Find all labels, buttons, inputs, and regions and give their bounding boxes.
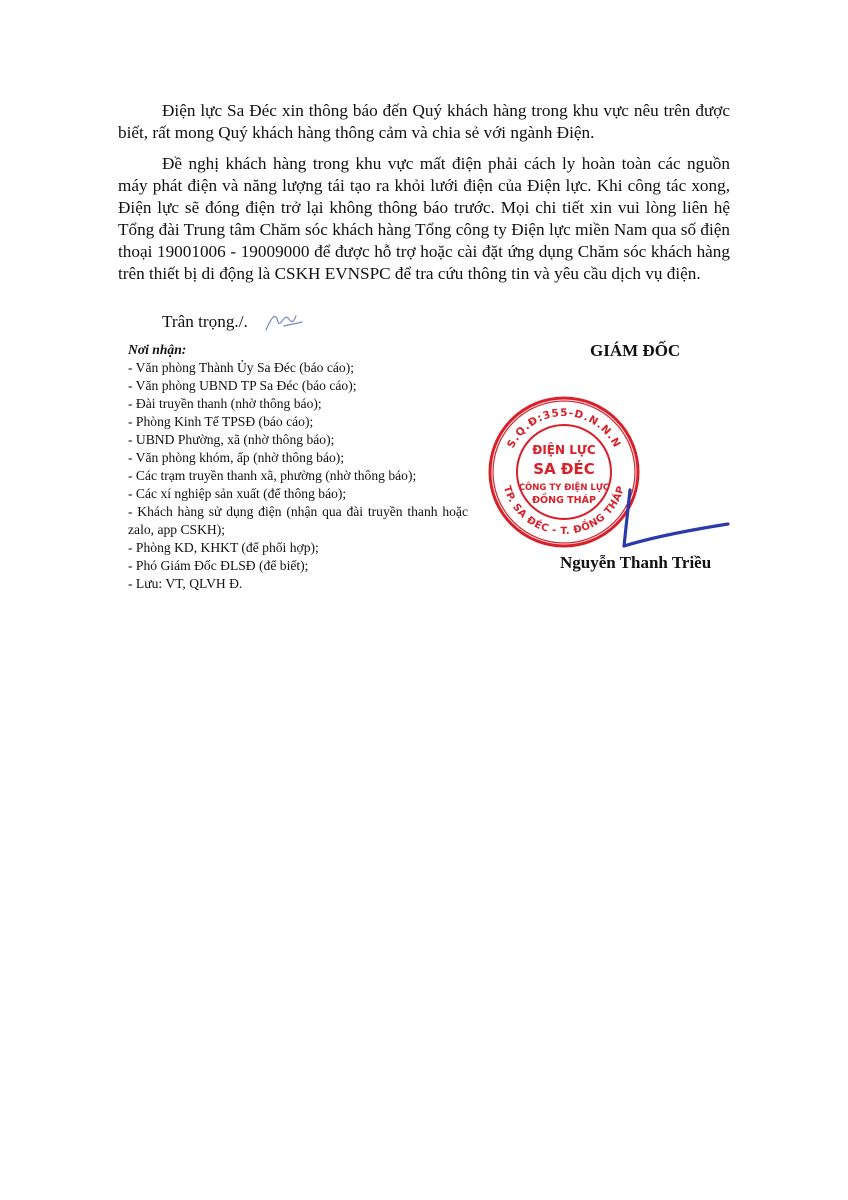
recipients-title: Nơi nhận: (128, 342, 187, 357)
seal-ring-bottom: TP. SA ĐÉC - T. ĐỒNG THÁP (500, 484, 628, 538)
seal-line-3: CÔNG TY ĐIỆN LỰC (518, 483, 610, 493)
position-title: GIÁM ĐỐC (590, 341, 681, 360)
body-paragraph-2: Đề nghị khách hàng trong khu vực mất điện phải cách ly hoàn toàn các nguồn máy phát điện và năng lượng tái tạo ra khỏi lưới điện của Điện lực. Khi công tác xong, Điện lực sẽ đóng điện trở lại không thông báo trước. Mọi chi tiết xin vui lòng liên hệ Tổng đài Trung tâm Chăm sóc khách hàng Tổng công ty Điện lực miền Nam qua số điện thoại 19001006 - 19009000 để được hỗ trợ hoặc cài đặt ứng dụng Chăm sóc khách hàng trên thiết bị di động là CSKH EVNSPC để tra cứu thông tin và yêu cầu dịch vụ điện. (118, 154, 730, 283)
recipient-item: - Văn phòng UBND TP Sa Đéc (báo cáo); (128, 378, 357, 393)
seal-ring-top: S.Q.Đ:355-D.N.N.N (504, 406, 624, 451)
recipient-item: - Phòng KD, KHKT (để phối hợp); (128, 540, 319, 555)
signer-name: Nguyễn Thanh Triều (560, 553, 712, 572)
signature-icon (600, 488, 740, 558)
recipient-item: - Khách hàng sử dụng điện (nhận qua đài truyền thanh hoặc zalo, app CSKH); (128, 504, 468, 537)
recipient-item: - Văn phòng khóm, ấp (nhờ thông báo); (128, 450, 345, 465)
seal-line-4: ĐỒNG THÁP (532, 495, 596, 506)
recipient-item: - Các trạm truyền thanh xã, phường (nhờ thông báo); (128, 468, 417, 483)
body-paragraph-1: Điện lực Sa Đéc xin thông báo đến Quý khách hàng trong khu vực nêu trên được biết, rất mong Quý khách hàng thông cảm và chia sẻ với ngành Điện. (118, 101, 730, 142)
seal-line-1: ĐIỆN LỰC (532, 443, 596, 457)
recipient-item: - Các xí nghiệp sản xuất (để thông báo); (128, 486, 347, 501)
recipient-item: - UBND Phường, xã (nhờ thông báo); (128, 432, 335, 447)
initials-scribble-icon (262, 306, 306, 336)
recipient-item: - Văn phòng Thành Ủy Sa Đéc (báo cáo); (128, 360, 354, 375)
recipient-item: - Lưu: VT, QLVH Đ. (128, 576, 243, 591)
recipient-item: - Phòng Kinh Tế TPSĐ (báo cáo); (128, 414, 314, 429)
recipient-item: - Phó Giám Đốc ĐLSĐ (để biết); (128, 558, 309, 573)
recipients-list (128, 341, 468, 593)
closing-phrase: Trân trọng./. (162, 312, 248, 331)
seal-line-2: SA ĐÉC (533, 460, 595, 478)
recipient-item: - Đài truyền thanh (nhờ thông báo); (128, 396, 322, 411)
